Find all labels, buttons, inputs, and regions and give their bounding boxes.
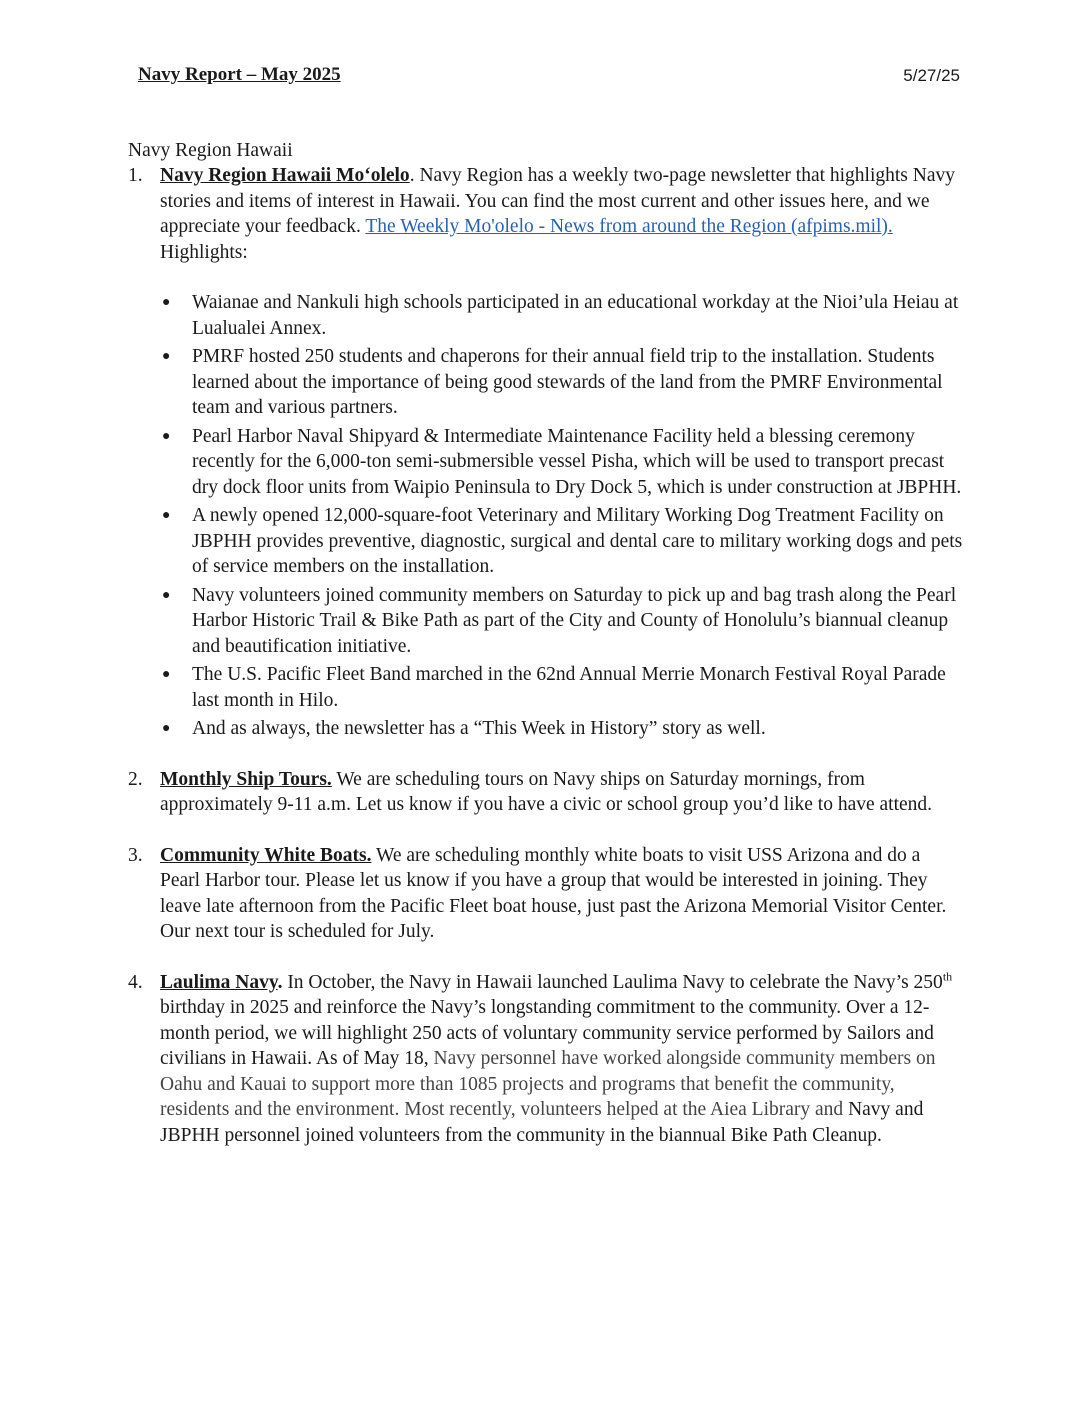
region-heading: Navy Region Hawaii bbox=[128, 140, 293, 161]
item-heading: Navy Region Hawaii Mo‘olelo bbox=[160, 165, 410, 186]
list-item: ● PMRF hosted 250 students and chaperons for their annual field trip to the installation. Students learned about the importance of being good stewards of the land from the PMRF Environmental team and various partners. bbox=[162, 346, 943, 418]
heading-period: . bbox=[277, 971, 283, 993]
bullet-icon: ● bbox=[162, 349, 171, 364]
report-item-1 bbox=[128, 163, 964, 742]
newsletter-link[interactable]: The Weekly Mo'olelo - News from around the Region (afpims.mil). bbox=[365, 216, 893, 237]
item-text: In October, the Navy in Hawaii launched Laulima Navy to celebrate the Navy’s 250 bbox=[282, 971, 943, 993]
list-item: ● A newly opened 12,000-square-foot Veterinary and Military Working Dog Treatment Facility on JBPHH provides preventive, diagnostic, surgical and dental care to military working dogs and pets of service members on the installation. bbox=[162, 505, 963, 577]
item-number: 1. bbox=[128, 165, 143, 186]
item-text-continued: birthday in 2025 and reinforce the Navy’s longstanding commitment to the community. Over a 12-month period, we will highlight 250 acts of voluntary community service performed by Sailors and civilians in Hawaii. As of May 18, bbox=[160, 997, 934, 1069]
bullet-icon: ● bbox=[162, 508, 171, 523]
item-number: 3. bbox=[128, 844, 143, 866]
report-item-3 bbox=[128, 843, 964, 945]
item-text-gray: Navy personnel have worked alongside community members on Oahu and Kauai to support more than 1085 projects and programs that benefit the community, residents and the environment. Most recently, volunteers helped at the Aiea Library and bbox=[160, 1048, 936, 1120]
bullet-icon: ● bbox=[162, 428, 171, 444]
list-item: ● Waianae and Nankuli high schools participated in an educational workday at the Nioi’ula Heiau at Lualualei Annex. bbox=[162, 292, 959, 339]
item-heading: Laulima Navy bbox=[160, 971, 278, 993]
highlights-list bbox=[160, 290, 964, 742]
item-text: We are scheduling tours on Navy ships on Saturday mornings, from approximately 9-11 a.m. Let us know if you have a civic or school group you’d like to have attend. bbox=[160, 768, 933, 815]
list-item: ● Pearl Harbor Naval Shipyard & Intermediate Maintenance Facility held a blessing ceremony recently for the 6,000-ton semi-submersible vessel Pisha, which will be used to transport precast dry dock floor units from Waipio Peninsula to Dry Dock 5, which is under construction at JBPHH. bbox=[162, 425, 962, 498]
bullet-icon: ● bbox=[162, 721, 171, 736]
item-number: 2. bbox=[128, 768, 143, 790]
list-item: ● The U.S. Pacific Fleet Band marched in the 62nd Annual Merrie Monarch Festival Royal Parade last month in Hilo. bbox=[162, 664, 946, 711]
item-heading: Community White Boats. bbox=[160, 844, 372, 866]
report-item-4 bbox=[128, 970, 964, 1149]
item-text: We are scheduling monthly white boats to visit USS Arizona and do a Pearl Harbor tour. Please let us know if you have a group that would be interested in joining. They leave late afternoon from the Pacific Fleet boat house, just past the Arizona Memorial Visitor Center. Our next tour is scheduled for July. bbox=[160, 844, 947, 942]
list-item: ● And as always, the newsletter has a “This Week in History” story as well. bbox=[160, 716, 964, 742]
report-title: Navy Report – May 2025 bbox=[138, 64, 341, 85]
item-number: 4. bbox=[128, 971, 143, 993]
report-body bbox=[128, 163, 964, 1173]
item-text-tail: Highlights: bbox=[160, 241, 248, 263]
item-text: . Navy Region has a weekly two-page newsletter that highlights Navy stories and items of interest in Hawaii. You can find the most current and other issues here, and we appreciate your feedback. bbox=[160, 165, 956, 237]
bullet-icon: ● bbox=[162, 587, 171, 603]
report-date: 5/27/25 bbox=[903, 66, 960, 85]
bullet-icon: ● bbox=[162, 667, 171, 682]
report-item-2 bbox=[128, 767, 964, 818]
item-heading: Monthly Ship Tours. bbox=[160, 768, 332, 790]
item-text-end: Navy and JBPHH personnel joined volunteers from the community in the biannual Bike Path Cleanup. bbox=[160, 1099, 924, 1146]
list-item: ● Navy volunteers joined community members on Saturday to pick up and bag trash along the Pearl Harbor Historic Trail & Bike Path as part of the City and County of Honolulu’s biannual cleanup and beautification initiative. bbox=[162, 584, 957, 657]
ordinal-superscript: th bbox=[942, 969, 953, 983]
bullet-icon: ● bbox=[162, 295, 171, 310]
